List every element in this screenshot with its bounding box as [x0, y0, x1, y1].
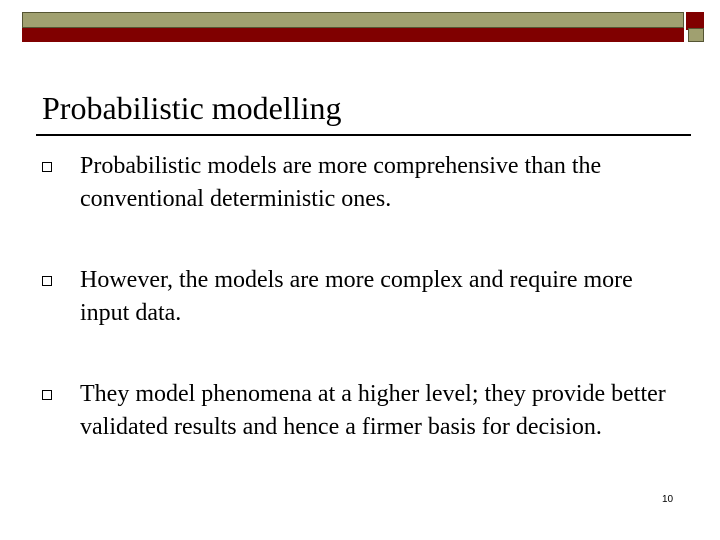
page-number: 10	[662, 494, 674, 505]
top-decor-bar-red	[22, 28, 684, 42]
corner-decor-square-olive	[688, 28, 704, 42]
top-decor-bar-olive	[22, 12, 684, 28]
title-underline	[36, 134, 691, 136]
bullet-text: They model phenomena at a higher level; they provide better validated results and hence a firmer basis for decision.	[80, 381, 666, 440]
hollow-square-bullet-icon	[42, 390, 52, 400]
bullet-text: Probabilistic models are more comprehensive than the conventional deterministic ones.	[80, 153, 602, 212]
hollow-square-bullet-icon	[42, 276, 52, 286]
slide-title: Probabilistic modelling	[42, 90, 342, 126]
bullet-text: However, the models are more complex and require more input data.	[80, 267, 633, 326]
hollow-square-bullet-icon	[42, 162, 52, 172]
